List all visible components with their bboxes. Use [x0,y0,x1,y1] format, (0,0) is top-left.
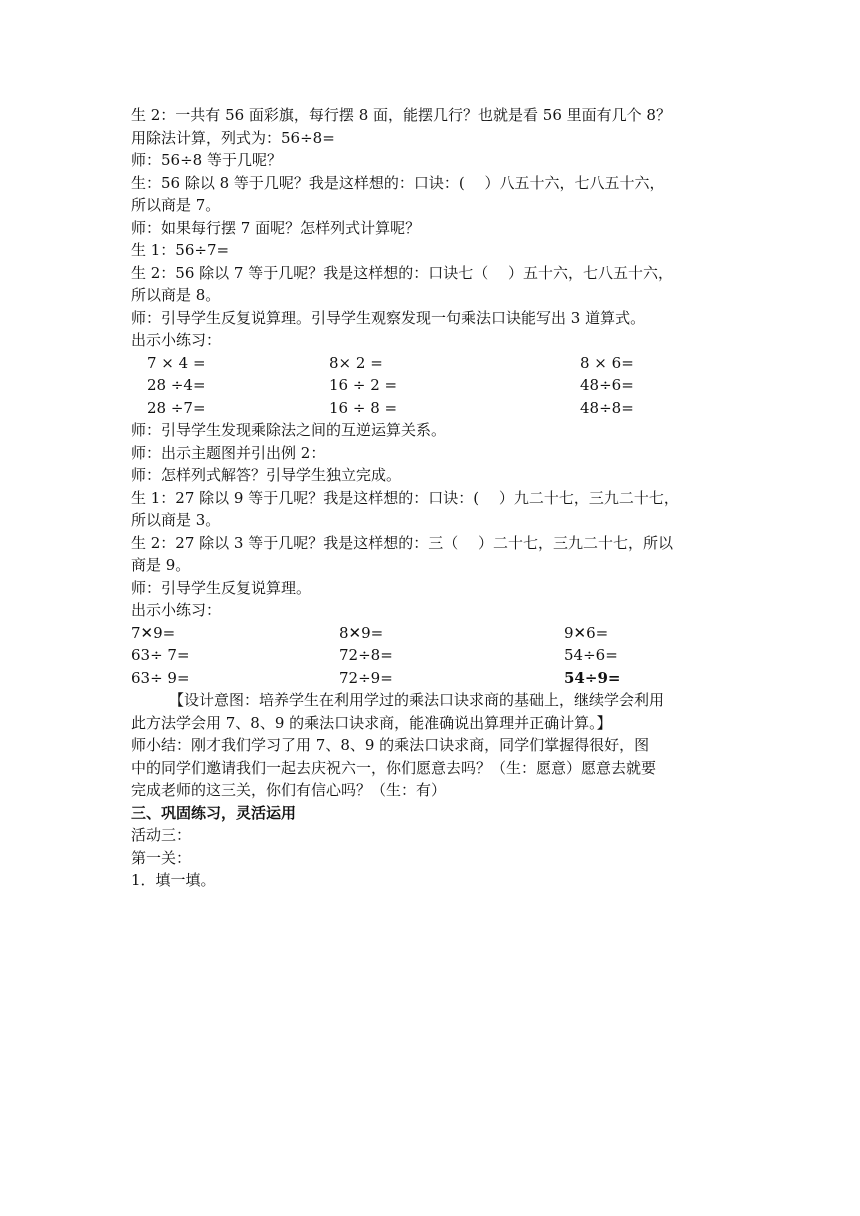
paragraph-line: 出示小练习： [131,331,222,349]
paragraph-line: 师：怎样列式解答？引导学生独立完成。 [131,466,402,484]
dialogue-part-a [131,104,731,352]
paragraph-line: 师：引导学生反复说算理。 [131,578,312,597]
exercise-cell: 72÷8= [339,646,393,664]
paragraph-line: 商是 9。 [131,556,191,574]
exercise-cell: 63÷ 7= [131,646,190,664]
teacher-summary [131,734,731,802]
paragraph-line: 生 2：一共有 56 面彩旗，每行摆 8 面，能摆几行？也就是看 56 里面有几个 8？ [131,106,671,124]
exercise-row [131,644,731,667]
design-intent-block [131,689,731,734]
summary-line: 师小结：刚才我们学习了用 7、8、9 的乘法口诀求商，同学们掌握得很好，图 [131,736,650,754]
exercise-cell: 54÷6= [564,646,618,664]
exercise-row [131,374,731,397]
paragraph-line: 所以商是 3。 [131,511,221,529]
section-heading: 三、巩固练习，灵活运用 [131,803,297,822]
activity-line: 第一关： [131,848,192,867]
design-intent-line: 【设计意图：培养学生在利用学过的乘法口诀求商的基础上，继续学会利用 [169,691,665,709]
paragraph-line: 所以商是 7。 [131,196,221,214]
exercise-cell: 28 ÷4= [147,376,206,394]
exercise-row [131,622,731,645]
exercise-row [131,352,731,375]
paragraph-line: 师：出示主题图并引出例 2： [131,443,326,462]
exercise-row [131,397,731,420]
exercise-table-2 [131,622,731,690]
summary-line: 中的同学们邀请我们一起去庆祝六一，你们愿意去吗？（生：愿意）愿意去就要 [131,758,657,777]
exercise-row [131,667,731,690]
paragraph-line: 生 1：56÷7= [131,241,230,259]
paragraph-line: 用除法计算，列式为：56÷8= [131,128,335,147]
paragraph-line: 出示小练习： [131,601,222,619]
exercise-cell: 48÷8= [580,398,634,417]
exercise-cell: 16 ÷ 2 = [329,376,398,394]
exercise-cell: 7 × 4 = [147,353,206,372]
paragraph-line: 师：引导学生反复说算理。引导学生观察发现一句乘法口诀能写出 3 道算式。 [131,308,646,327]
paragraph-line: 生 2：27 除以 3 等于几呢？我是这样想的：三（ ）二十七，三九二十七，所以 [131,533,674,552]
paragraph-line: 师：如果每行摆 7 面呢？怎样列式计算呢？ [131,218,421,237]
paragraph-line: 生 1：27 除以 9 等于几呢？我是这样想的：口诀：( ）九二十七，三九二十七， [131,488,679,507]
design-intent-line: 此方法学会用 7、8、9 的乘法口诀求商，能准确说出算理并正确计算。】 [131,713,612,732]
activity-line: 1．填一填。 [131,871,216,889]
exercise-cell: 8✕9= [339,623,384,642]
exercise-cell: 9✕6= [564,623,609,642]
activity-line: 活动三： [131,826,192,844]
exercise-cell: 48÷6= [580,376,634,394]
exercise-cell: 63÷ 9= [131,668,190,687]
exercise-cell: 28 ÷7= [147,398,206,417]
paragraph-line: 生 2：56 除以 7 等于几呢？我是这样想的：口诀七（ ）五十六，七八五十六， [131,263,674,282]
exercise-cell: 8× 2 = [329,353,383,372]
document-page [131,104,731,892]
exercise-cell: 16 ÷ 8 = [329,398,398,417]
paragraph-line: 所以商是 8。 [131,286,221,304]
paragraph-line: 师：引导学生发现乘除法之间的互逆运算关系。 [131,421,447,439]
exercise-table-1 [131,352,731,420]
exercise-cell: 7✕9= [131,623,176,642]
summary-line: 完成老师的这三关，你们有信心吗？（生：有） [131,781,447,799]
exercise-cell: 72÷9= [339,668,393,687]
paragraph-line: 生：56 除以 8 等于几呢？我是这样想的：口诀：( ）八五十六，七八五十六， [131,173,665,192]
activity-block [131,824,731,892]
exercise-cell: 8 × 6= [580,353,634,372]
exercise-cell: 54÷9= [564,668,621,687]
dialogue-part-b [131,419,731,622]
paragraph-line: 师：56÷8 等于几呢？ [131,151,282,169]
